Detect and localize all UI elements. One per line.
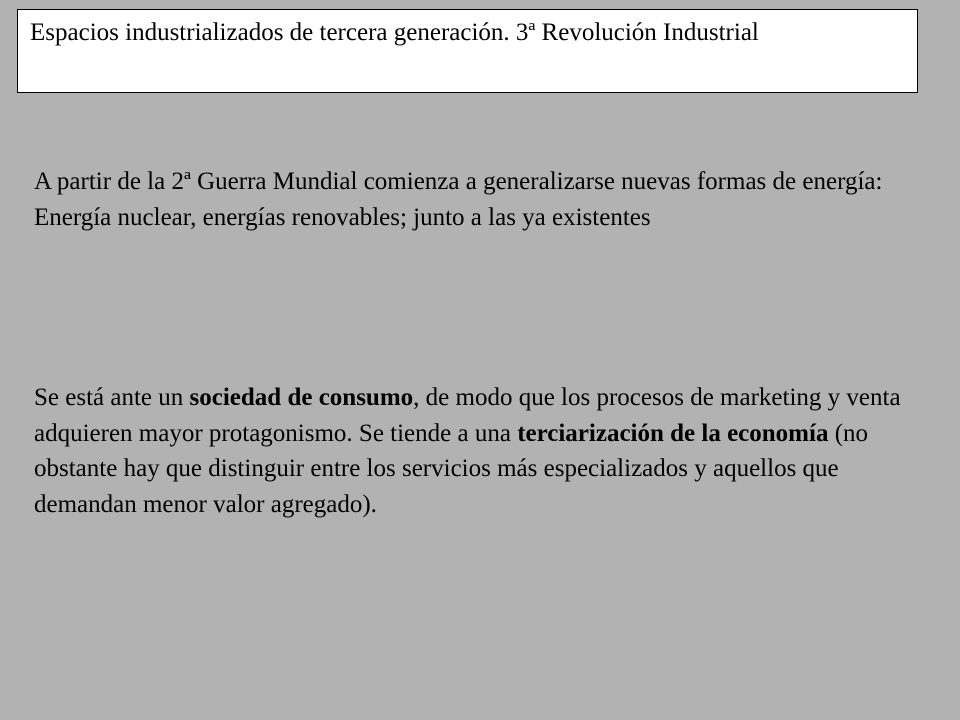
paragraph-energy-text: A partir de la 2ª Guerra Mundial comienza a generalizarse nuevas formas de energía: Energía nuclear, energías renovables; junto a las ya existentes bbox=[34, 168, 883, 231]
paragraph-consumption-part1: Se está ante un bbox=[34, 384, 190, 411]
paragraph-consumption-part3: (no obstante hay que distinguir entre los servicios más especializados y aquellos que demandan menor valor agregado). bbox=[34, 419, 869, 518]
bold-sociedad-de-consumo: sociedad de consumo bbox=[189, 384, 414, 411]
paragraph-energy bbox=[34, 164, 902, 235]
paragraph-consumption-part2: , de modo que los procesos de marketing y venta adquieren mayor protagonismo. Se tiende a una bbox=[34, 384, 901, 447]
slide-title-box bbox=[17, 9, 918, 93]
paragraph-consumption bbox=[34, 380, 902, 522]
bold-terciarizacion: terciarización de la economía bbox=[517, 419, 829, 447]
slide-title: Espacios industrializados de tercera generación. 3ª Revolución Industrial bbox=[30, 19, 759, 46]
